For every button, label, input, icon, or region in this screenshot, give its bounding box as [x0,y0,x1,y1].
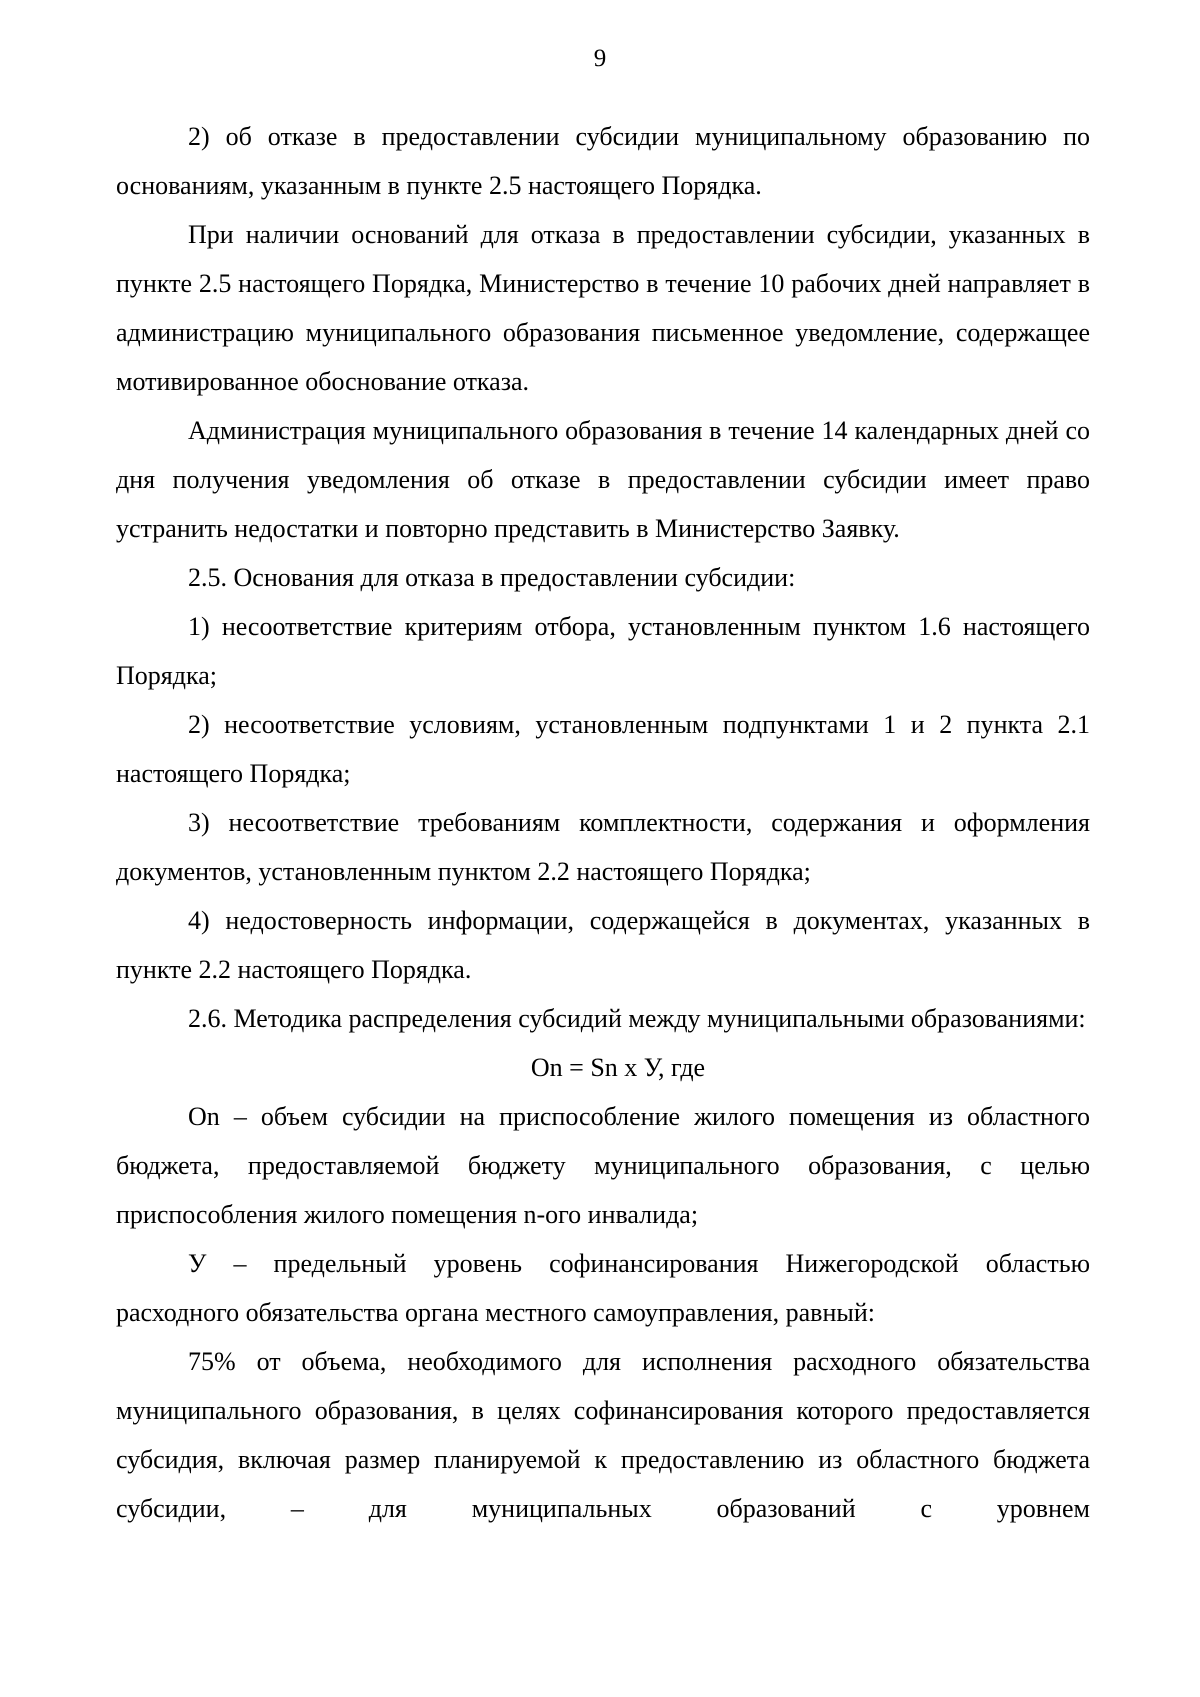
list-item-conditions-mismatch: 2) несоответствие условиям, установленным подпунктами 1 и 2 пункта 2.1 настоящего Порядка; [116,710,1090,788]
section-heading-2-6: 2.6. Методика распределения субсидий между муниципальными образованиями: [188,1004,1086,1033]
paragraph-co-financing-level: 75% от объема, необходимого для исполнения расходного обязательства муниципального образования, в целях софинансирования которого предоставляется субсидия, включая размер планируемой к предоставлению из областного бюджета субсидии, – для муниципальных образований с уровнем [116,1347,1090,1523]
list-item-unreliable-info: 4) недостоверность информации, содержащейся в документах, указанных в пункте 2.2 настоящего Порядка. [116,906,1090,984]
paragraph-refusal-decision: 2) об отказе в предоставлении субсидии муниципальному образованию по основаниям, указанным в пункте 2.5 настоящего Порядка. [116,122,1090,200]
document-body [116,112,1090,1533]
section-heading-2-5: 2.5. Основания для отказа в предоставлении субсидии: [188,563,796,592]
paragraph-resubmission-right: Администрация муниципального образования в течение 14 календарных дней со дня получения уведомления об отказе в предоставлении субсидии имеет право устранить недостатки и повторно представить в Министерство Заявку. [116,416,1090,543]
list-item-criteria-mismatch: 1) несоответствие критериям отбора, установленным пунктом 1.6 настоящего Порядка; [116,612,1090,690]
list-item-documents-mismatch: 3) несоответствие требованиям комплектности, содержания и оформления документов, установленным пунктом 2.2 настоящего Порядка; [116,808,1090,886]
definition-u: У – предельный уровень софинансирования Нижегородской областью расходного обязательства органа местного самоуправления, равный: [116,1249,1090,1327]
paragraph-refusal-notification: При наличии оснований для отказа в предоставлении субсидии, указанных в пункте 2.5 настоящего Порядка, Министерство в течение 10 рабочих дней направляет в администрацию муниципального образования письменное уведомление, содержащее мотивированное обоснование отказа. [116,220,1090,396]
definition-on: On – объем субсидии на приспособление жилого помещения из областного бюджета, предоставляемой бюджету муниципального образования, с целью приспособления жилого помещения n-ого инвалида; [116,1102,1090,1229]
page-number: 9 [593,45,607,72]
formula: On = Sn х У, где [530,1053,706,1082]
